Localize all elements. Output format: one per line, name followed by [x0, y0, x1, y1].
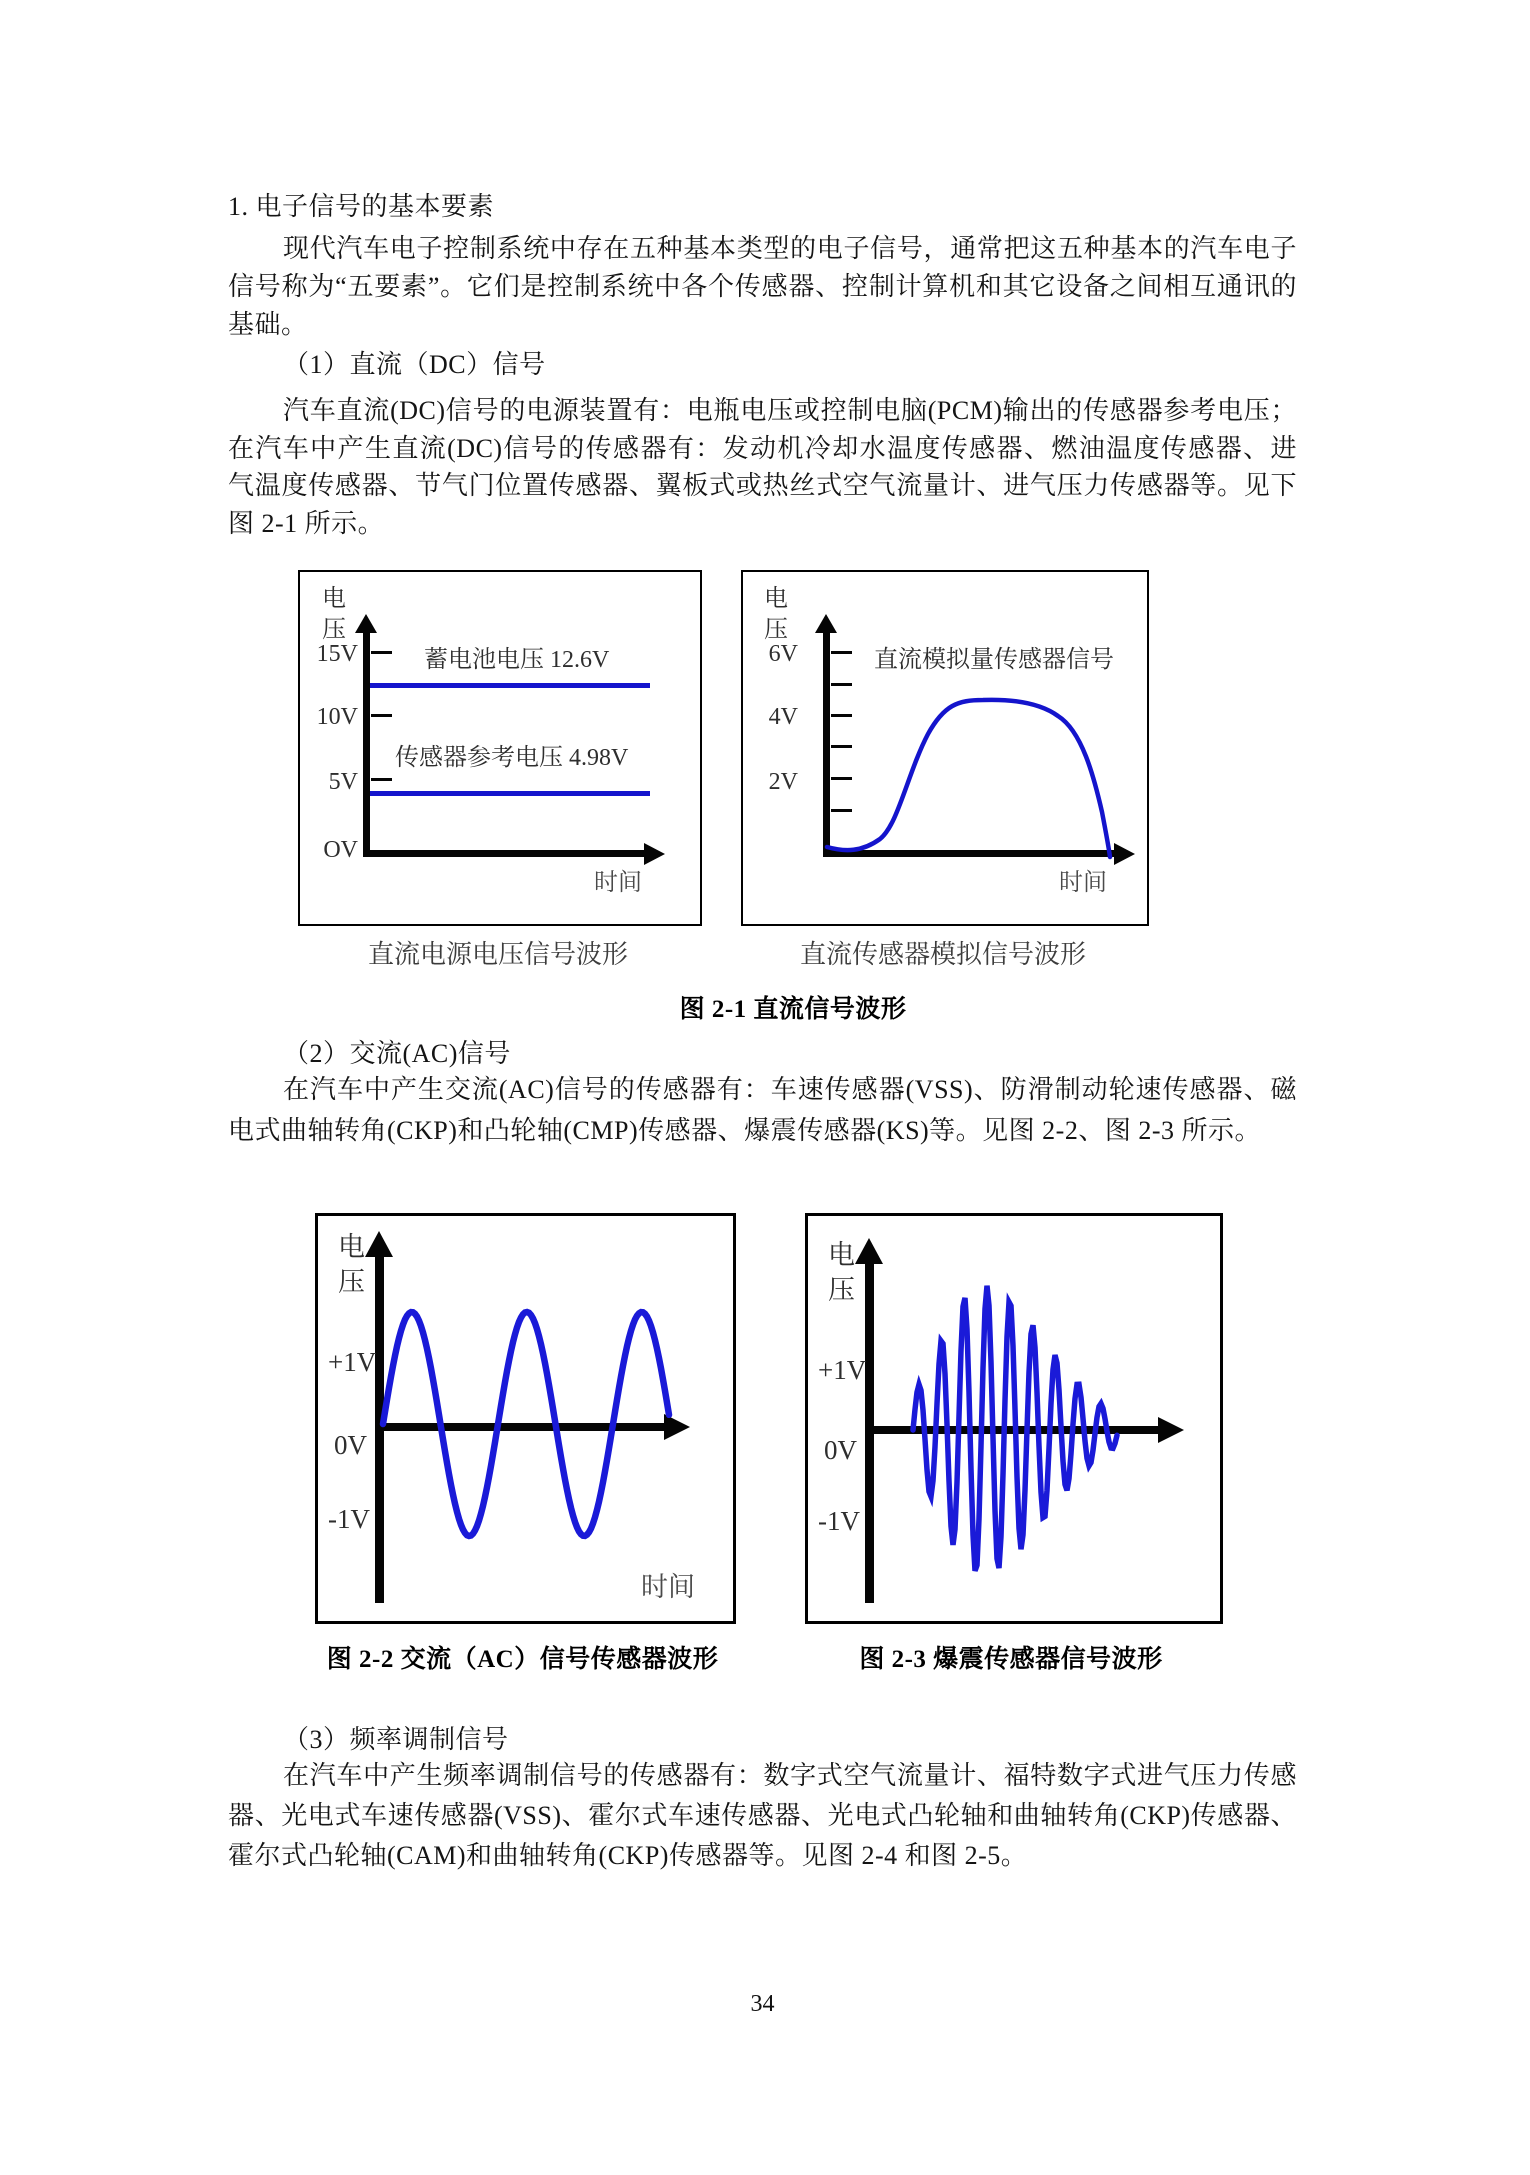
x-axis [375, 1423, 664, 1431]
paragraph-line: 电式曲轴转角(CKP)和凸轮轴(CMP)传感器、爆震传感器(KS)等。见图 2-2、图 2-3 所示。 [228, 1116, 1262, 1145]
y-tick-label: +1V [818, 1355, 867, 1385]
battery-voltage-line [370, 683, 650, 688]
subsection-heading-ac: （2）交流(AC)信号 [283, 1039, 511, 1068]
page-number: 34 [750, 1991, 775, 2017]
figure-2-2-caption: 图 2-2 交流（AC）信号传感器波形 [326, 1646, 719, 1673]
paragraph-line: 霍尔式凸轮轴(CAM)和曲轴转角(CKP)传感器等。见图 2-4 和图 2-5。 [228, 1841, 1028, 1870]
tick-2v [831, 777, 852, 780]
figure-2-3-caption: 图 2-3 爆震传感器信号波形 [859, 1646, 1163, 1673]
y-tick-label: -1V [818, 1506, 860, 1536]
paragraph-line: 信号称为“五要素”。它们是控制系统中各个传感器、控制计算机和其它设备之间相互通讯的 [228, 272, 1297, 301]
y-axis-label: 电压 [322, 586, 346, 643]
x-axis-arrow-icon [1114, 843, 1135, 865]
paragraph-line: 在汽车中产生直流(DC)信号的传感器有：发动机冷却水温度传感器、燃油温度传感器、进 [228, 434, 1297, 463]
y-tick-label: 4V [768, 704, 798, 730]
x-axis-arrow-icon [664, 1414, 690, 1440]
y-tick-label: 15V [316, 641, 358, 667]
y-tick-label: 0V [334, 1430, 367, 1460]
tick-3v [831, 745, 852, 748]
paragraph-line: 在汽车中产生频率调制信号的传感器有：数字式空气流量计、福特数字式进气压力传感 [283, 1761, 1297, 1790]
paragraph-line: 图 2-1 所示。 [228, 509, 385, 538]
y-axis [363, 631, 370, 853]
reference-voltage-line [370, 791, 650, 796]
tick-6v [831, 651, 852, 654]
y-axis-arrow-icon [855, 1238, 883, 1264]
x-axis [865, 1426, 1158, 1434]
x-axis-label: 时间 [1059, 870, 1107, 896]
y-tick-label: OV [323, 837, 358, 863]
battery-voltage-annotation: 蓄电池电压 12.6V [424, 647, 610, 673]
tick-4v [831, 714, 852, 717]
y-tick-label: 5V [328, 769, 358, 795]
x-axis-arrow-icon [1158, 1417, 1184, 1443]
paragraph-line: 器、光电式车速传感器(VSS)、霍尔式车速传感器、光电式凸轮轴和曲轴转角(CKP)传感器、 [228, 1801, 1297, 1830]
reference-voltage-annotation: 传感器参考电压 4.98V [395, 745, 629, 771]
figure-2-1-left-chart [298, 570, 702, 926]
y-axis-label: 电压 [828, 1240, 855, 1305]
chart-subcaption: 直流传感器模拟信号波形 [799, 940, 1086, 969]
x-axis-label: 时间 [641, 1572, 695, 1602]
y-axis [823, 631, 830, 853]
tick-5v [831, 683, 852, 686]
y-tick-label: 10V [316, 704, 358, 730]
subsection-heading-dc: （1）直流（DC）信号 [283, 350, 546, 379]
y-axis-label: 电压 [338, 1232, 365, 1297]
subsection-heading-fm: （3）频率调制信号 [283, 1725, 509, 1754]
tick-5v [371, 778, 392, 781]
chart-subcaption: 直流电源电压信号波形 [367, 940, 628, 969]
paragraph-line: 现代汽车电子控制系统中存在五种基本类型的电子信号，通常把这五种基本的汽车电子 [283, 234, 1297, 263]
figure-2-3-chart [805, 1213, 1223, 1624]
y-tick-label: 6V [768, 641, 798, 667]
y-tick-label: -1V [328, 1504, 370, 1534]
y-tick-label: +1V [328, 1347, 377, 1377]
paragraph-line: 基础。 [228, 310, 308, 339]
tick-1v [831, 809, 852, 812]
figure-2-2-chart [315, 1213, 736, 1624]
y-axis-label: 电压 [764, 586, 788, 643]
figure-2-1-right-chart [741, 570, 1149, 926]
paragraph-line: 在汽车中产生交流(AC)信号的传感器有：车速传感器(VSS)、防滑制动轮速传感器、磁 [283, 1075, 1297, 1104]
tick-15v [371, 651, 392, 654]
y-tick-label: 0V [824, 1435, 857, 1465]
paragraph-line: 气温度传感器、节气门位置传感器、翼板式或热丝式空气流量计、进气压力传感器等。见下 [228, 471, 1297, 500]
x-axis [363, 850, 644, 857]
tick-10v [371, 714, 392, 717]
y-axis-arrow-icon [365, 1231, 393, 1257]
y-tick-label: 2V [768, 769, 798, 795]
paragraph-line: 汽车直流(DC)信号的电源装置有：电瓶电压或控制电脑(PCM)输出的传感器参考电压； [283, 396, 1297, 425]
section-heading: 1. 电子信号的基本要素 [228, 192, 495, 221]
dc-analog-annotation: 直流模拟量传感器信号 [874, 647, 1114, 673]
x-axis-label: 时间 [594, 870, 642, 896]
x-axis-arrow-icon [644, 843, 665, 865]
figure-2-1-caption: 图 2-1 直流信号波形 [679, 996, 907, 1023]
x-axis [823, 850, 1114, 857]
